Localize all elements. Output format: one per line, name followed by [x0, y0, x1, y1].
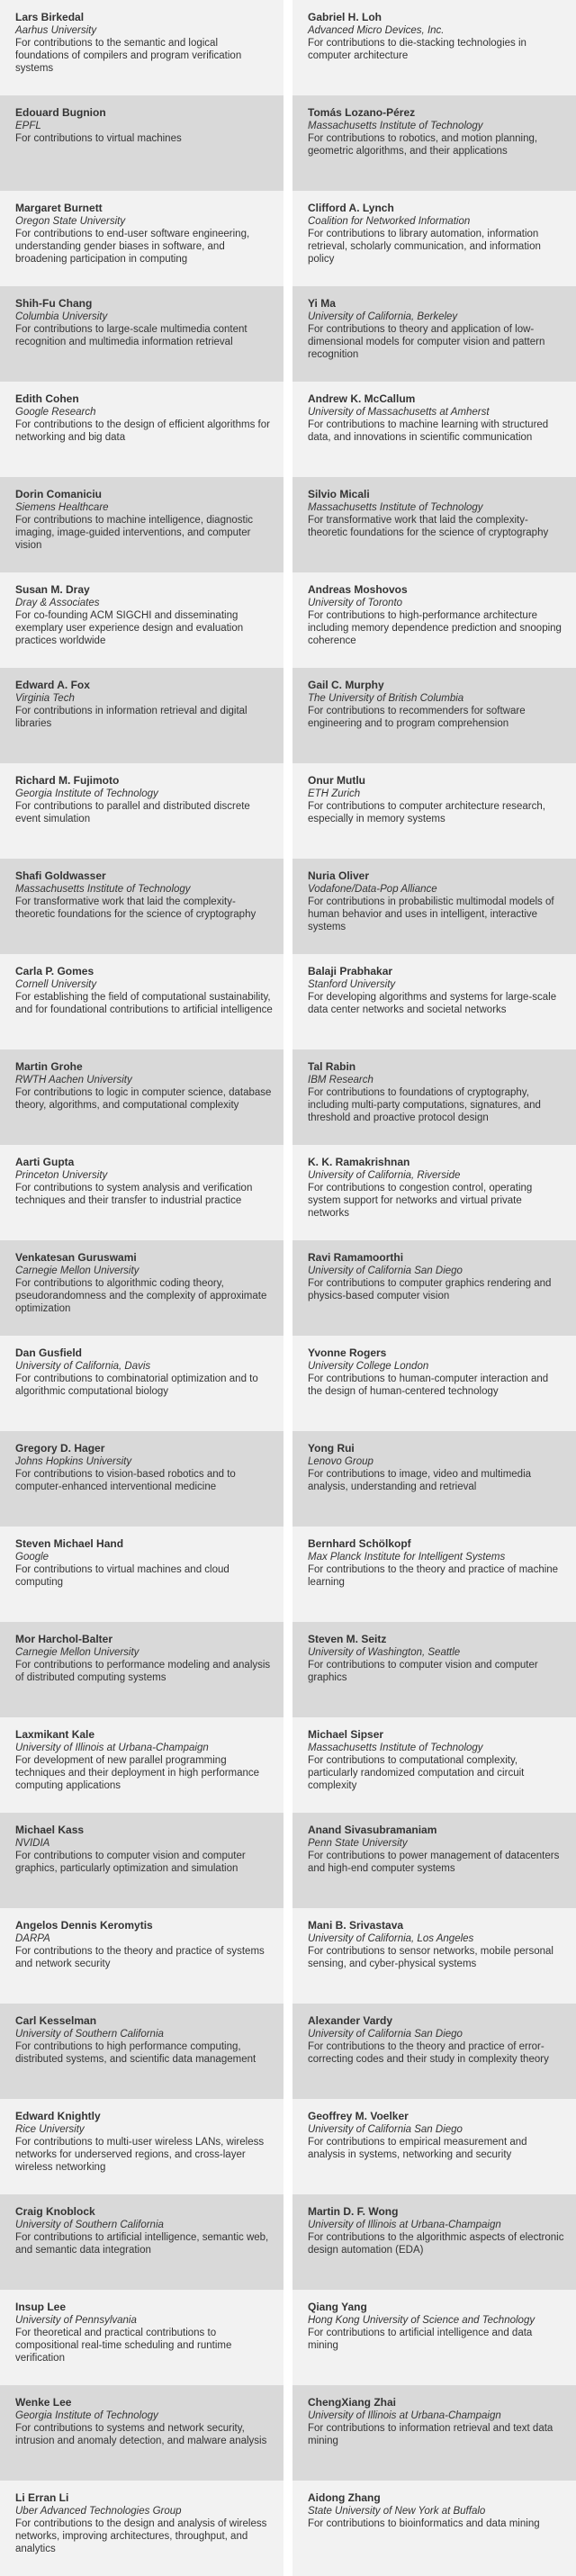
- fellow-name: Steven Michael Hand: [15, 1537, 124, 1550]
- fellow-affiliation: Georgia Institute of Technology: [15, 2410, 158, 2421]
- fellow-name: Lars Birkedal: [15, 11, 85, 23]
- fellow-citation: For contributions to virtual machines and cloud computing: [15, 1564, 230, 1588]
- fellow-name: Edouard Bugnion: [15, 106, 106, 119]
- fellows-row: [0, 1145, 576, 1240]
- fellow-name: Ravi Ramamoorthi: [308, 1251, 404, 1264]
- fellow-name: Gail C. Murphy: [308, 679, 384, 691]
- fellow-name: Margaret Burnett: [15, 202, 103, 214]
- fellow-card: [292, 763, 576, 859]
- fellow-card: [0, 0, 284, 95]
- fellow-card: [292, 95, 576, 191]
- fellow-name: Michael Kass: [15, 1824, 85, 1836]
- fellow-name: Andrew K. McCallum: [308, 392, 416, 405]
- fellow-card: [292, 2385, 576, 2481]
- fellow-affiliation: NVIDIA: [15, 1838, 50, 1849]
- fellow-affiliation: University of Massachusetts at Amherst: [308, 407, 490, 418]
- fellow-citation: For contributions to artificial intelligence and data mining: [308, 2328, 533, 2351]
- fellow-citation: For contributions to foundations of cryptography, including multi-party computations, signatures, and threshold and proactive protocol design: [308, 1087, 541, 1123]
- fellow-name: Steven M. Seitz: [308, 1633, 387, 1645]
- fellows-row: [0, 668, 576, 763]
- fellow-card: [0, 2004, 284, 2099]
- fellow-card: [0, 1527, 284, 1622]
- fellow-affiliation: State University of New York at Buffalo: [308, 2506, 486, 2517]
- fellow-affiliation: University of California, Davis: [15, 1361, 151, 1372]
- fellow-citation: For contributions in probabilistic multimodal models of human behavior and uses in intelligent, interactive systems: [308, 896, 554, 932]
- fellow-affiliation: Massachusetts Institute of Technology: [308, 1743, 483, 1753]
- fellow-name: Tal Rabin: [308, 1060, 356, 1073]
- fellow-name: Clifford A. Lynch: [308, 202, 394, 214]
- fellow-name: Edward A. Fox: [15, 679, 90, 691]
- fellow-card: [292, 2481, 576, 2576]
- fellows-row: [0, 477, 576, 572]
- fellow-citation: For contributions to machine learning with structured data, and innovations in scientific communication: [308, 419, 549, 443]
- fellow-citation: For contributions to large-scale multimedia content recognition and multimedia information retrieval: [15, 324, 248, 347]
- fellow-affiliation: Princeton University: [15, 1170, 108, 1181]
- fellow-name: Andreas Moshovos: [308, 583, 408, 596]
- fellows-row: [0, 0, 576, 95]
- fellow-citation: For contributions to the theory and practice of error-correcting codes and their study in complexity theory: [308, 2041, 549, 2065]
- fellow-card: [0, 859, 284, 954]
- fellow-citation: For contributions to power management of datacenters and high-end computer systems: [308, 1851, 560, 1874]
- fellow-affiliation: Siemens Healthcare: [15, 502, 109, 513]
- fellow-name: Shafi Goldwasser: [15, 869, 106, 882]
- fellow-card: [0, 95, 284, 191]
- fellows-row: [0, 954, 576, 1049]
- fellow-name: Qiang Yang: [308, 2301, 367, 2313]
- fellow-citation: For contributions to vision-based robotics and to computer-enhanced interventional medicine: [15, 1469, 236, 1492]
- fellow-affiliation: Georgia Institute of Technology: [15, 788, 158, 799]
- fellows-row: [0, 95, 576, 191]
- fellow-citation: For contributions to computational complexity, particularly randomized computation and circuit complexity: [308, 1755, 525, 1791]
- fellow-name: Susan M. Dray: [15, 583, 90, 596]
- fellow-affiliation: Dray & Associates: [15, 598, 100, 608]
- fellow-citation: For contributions to artificial intelligence, semantic web, and semantic data integration: [15, 2232, 269, 2256]
- fellow-citation: For contributions to empirical measurement and analysis in systems, networking and security: [308, 2137, 527, 2160]
- fellow-card: [292, 1240, 576, 1336]
- fellow-name: Martin D. F. Wong: [308, 2205, 399, 2218]
- fellows-row: [0, 763, 576, 859]
- fellow-affiliation: Vodafone/Data-Pop Alliance: [308, 884, 437, 895]
- fellow-name: Bernhard Schölkopf: [308, 1537, 411, 1550]
- fellow-card: [0, 1336, 284, 1431]
- fellow-card: [292, 191, 576, 286]
- fellow-affiliation: University of Toronto: [308, 598, 403, 608]
- fellows-row: [0, 1813, 576, 1908]
- fellow-card: [292, 1336, 576, 1431]
- fellow-affiliation: University of Illinois at Urbana-Champaign: [308, 2220, 501, 2230]
- fellow-affiliation: University College London: [308, 1361, 429, 1372]
- fellow-card: [0, 1622, 284, 1717]
- fellow-affiliation: Cornell University: [15, 979, 97, 990]
- fellow-affiliation: Stanford University: [308, 979, 396, 990]
- fellow-citation: For contributions to systems and network security, intrusion and anomaly detection, and malware analysis: [15, 2423, 267, 2446]
- fellow-citation: For establishing the field of computational sustainability, and for foundational contributions to artificial intelligence: [15, 992, 273, 1015]
- fellow-card: [0, 572, 284, 668]
- fellow-name: Yong Rui: [308, 1442, 355, 1455]
- fellow-name: Yvonne Rogers: [308, 1347, 387, 1359]
- fellow-card: [0, 1049, 284, 1145]
- fellow-name: Yi Ma: [308, 297, 336, 310]
- fellow-card: [292, 2004, 576, 2099]
- fellow-citation: For contributions to the theory and practice of systems and network security: [15, 1946, 265, 1969]
- fellow-card: [0, 2099, 284, 2194]
- fellow-citation: For contributions to library automation, information retrieval, scholarly communication, and information policy: [308, 229, 541, 265]
- fellow-citation: For contributions to algorithmic coding theory, pseudorandomness and the complexity of approximate optimization: [15, 1278, 267, 1314]
- fellow-card: [292, 954, 576, 1049]
- fellow-name: Laxmikant Kale: [15, 1728, 95, 1741]
- fellow-citation: For contributions to image, video and multimedia analysis, understanding and retrieval: [308, 1469, 532, 1492]
- fellows-row: [0, 1336, 576, 1431]
- fellow-affiliation: Massachusetts Institute of Technology: [308, 502, 483, 513]
- fellow-card: [292, 2290, 576, 2385]
- fellow-affiliation: EPFL: [15, 121, 41, 131]
- fellow-name: ChengXiang Zhai: [308, 2396, 397, 2409]
- fellows-row: [0, 2290, 576, 2385]
- fellow-card: [292, 286, 576, 382]
- fellows-row: [0, 382, 576, 477]
- fellows-row: [0, 1717, 576, 1813]
- fellows-row: [0, 1049, 576, 1145]
- fellow-affiliation: University of Pennsylvania: [15, 2315, 137, 2326]
- fellow-card: [292, 2099, 576, 2194]
- fellow-citation: For co-founding ACM SIGCHI and disseminating exemplary user experience design and evaluation practices worldwide: [15, 610, 244, 646]
- fellow-citation: For contributions to sensor networks, mobile personal sensing, and cyber-physical systems: [308, 1946, 554, 1969]
- fellow-card: [0, 1431, 284, 1527]
- fellow-affiliation: Massachusetts Institute of Technology: [15, 884, 191, 895]
- fellow-citation: For contributions to the design of efficient algorithms for networking and big data: [15, 419, 270, 443]
- fellow-card: [0, 286, 284, 382]
- fellows-row: [0, 2481, 576, 2576]
- fellow-citation: For contributions to virtual machines: [15, 133, 182, 144]
- fellow-citation: For contributions to machine intelligence, diagnostic imaging, image-guided interventions, and computer vision: [15, 515, 254, 551]
- fellows-row: [0, 191, 576, 286]
- fellow-affiliation: Carnegie Mellon University: [15, 1265, 140, 1276]
- fellow-name: Insup Lee: [15, 2301, 67, 2313]
- fellow-affiliation: Google: [15, 1552, 50, 1563]
- fellow-citation: For contributions to end-user software engineering, understanding gender biases in software, and broadening participation in computing: [15, 229, 250, 265]
- fellow-name: Gregory D. Hager: [15, 1442, 105, 1455]
- fellow-citation: For transformative work that laid the complexity-theoretic foundations for the science of cryptography: [308, 515, 549, 538]
- fellow-affiliation: Columbia University: [15, 311, 108, 322]
- fellow-affiliation: University of Southern California: [15, 2029, 164, 2040]
- fellow-affiliation: Max Planck Institute for Intelligent Systems: [308, 1552, 506, 1563]
- fellow-affiliation: University of California, Los Angeles: [308, 1933, 474, 1944]
- fellow-affiliation: Oregon State University: [15, 216, 126, 227]
- fellow-card: [0, 1240, 284, 1336]
- fellow-name: Venkatesan Guruswami: [15, 1251, 137, 1264]
- fellow-name: Shih-Fu Chang: [15, 297, 93, 310]
- fellow-card: [292, 477, 576, 572]
- fellow-affiliation: Virginia Tech: [15, 693, 75, 704]
- fellow-citation: For theoretical and practical contributions to compositional real-time scheduling and runtime verification: [15, 2328, 232, 2364]
- fellow-card: [292, 0, 576, 95]
- fellow-card: [292, 668, 576, 763]
- fellow-card: [292, 1908, 576, 2004]
- fellow-name: Onur Mutlu: [308, 774, 365, 787]
- fellows-row: [0, 1622, 576, 1717]
- fellow-card: [0, 382, 284, 477]
- fellow-name: Geoffrey M. Voelker: [308, 2110, 409, 2122]
- fellow-citation: For contributions to combinatorial optimization and to algorithmic computational biology: [15, 1374, 258, 1397]
- fellow-card: [0, 1717, 284, 1813]
- fellow-affiliation: University of Illinois at Urbana-Champaign: [15, 1743, 209, 1753]
- fellow-citation: For contributions to the algorithmic aspects of electronic design automation (EDA): [308, 2232, 564, 2256]
- fellow-name: Gabriel H. Loh: [308, 11, 382, 23]
- fellow-name: Dan Gusfield: [15, 1347, 83, 1359]
- fellow-card: [292, 1622, 576, 1717]
- fellow-card: [292, 859, 576, 954]
- fellow-citation: For contributions to performance modeling and analysis of distributed computing systems: [15, 1660, 271, 1683]
- fellow-card: [292, 572, 576, 668]
- fellow-affiliation: DARPA: [15, 1933, 50, 1944]
- fellow-citation: For contributions to computer vision and computer graphics: [308, 1660, 538, 1683]
- fellow-affiliation: University of Illinois at Urbana-Champaign: [308, 2410, 501, 2421]
- fellow-citation: For contributions to computer vision and computer graphics, particularly optimization and simulation: [15, 1851, 246, 1874]
- fellow-card: [0, 2194, 284, 2290]
- fellow-name: Angelos Dennis Keromytis: [15, 1919, 153, 1932]
- fellow-citation: For contributions to system analysis and verification techniques and their transfer to industrial practice: [15, 1183, 253, 1206]
- fellow-affiliation: Rice University: [15, 2124, 85, 2135]
- fellow-citation: For development of new parallel programming techniques and their deployment in high performance computing applications: [15, 1755, 260, 1791]
- fellow-citation: For contributions to the theory and practice of machine learning: [308, 1564, 559, 1588]
- fellow-citation: For contributions to the design and analysis of wireless networks, improving architectures, throughput, and analytics: [15, 2518, 267, 2554]
- fellow-name: Edward Knightly: [15, 2110, 101, 2122]
- fellow-affiliation: University of Southern California: [15, 2220, 164, 2230]
- fellow-citation: For contributions to human-computer interaction and the design of human-centered technology: [308, 1374, 549, 1397]
- fellow-card: [0, 1813, 284, 1908]
- fellow-card: [292, 1145, 576, 1240]
- fellow-card: [292, 1049, 576, 1145]
- fellow-affiliation: Aarhus University: [15, 25, 97, 36]
- fellow-affiliation: Carnegie Mellon University: [15, 1647, 140, 1658]
- fellow-affiliation: Advanced Micro Devices, Inc.: [308, 25, 445, 36]
- fellow-card: [0, 954, 284, 1049]
- fellow-name: K. K. Ramakrishnan: [308, 1156, 410, 1168]
- fellow-name: Mani B. Srivastava: [308, 1919, 404, 1932]
- fellow-citation: For contributions to multi-user wireless LANs, wireless networks for underserved regions, and cross-layer wireless networking: [15, 2137, 265, 2173]
- fellows-row: [0, 2004, 576, 2099]
- fellow-card: [292, 1813, 576, 1908]
- fellow-card: [292, 2194, 576, 2290]
- fellow-affiliation: University of California San Diego: [308, 1265, 463, 1276]
- fellow-affiliation: Google Research: [15, 407, 96, 418]
- fellow-citation: For contributions to recommenders for software engineering and to program comprehension: [308, 706, 526, 729]
- fellow-name: Martin Grohe: [15, 1060, 83, 1073]
- fellow-card: [292, 1431, 576, 1527]
- fellow-citation: For contributions to bioinformatics and data mining: [308, 2518, 540, 2529]
- fellow-card: [0, 1908, 284, 2004]
- fellow-name: Tomás Lozano-Pérez: [308, 106, 416, 119]
- fellow-affiliation: Massachusetts Institute of Technology: [308, 121, 483, 131]
- fellow-affiliation: The University of British Columbia: [308, 693, 464, 704]
- fellow-name: Aidong Zhang: [308, 2491, 381, 2504]
- fellow-card: [292, 1527, 576, 1622]
- fellow-citation: For contributions to computer architecture research, especially in memory systems: [308, 801, 545, 824]
- fellow-name: Anand Sivasubramaniam: [308, 1824, 437, 1836]
- fellow-citation: For contributions to high performance computing, distributed systems, and scientific data management: [15, 2041, 256, 2065]
- fellow-citation: For contributions to information retrieval and text data mining: [308, 2423, 554, 2446]
- fellow-card: [0, 2481, 284, 2576]
- fellow-card: [0, 191, 284, 286]
- fellow-affiliation: RWTH Aachen University: [15, 1075, 132, 1085]
- fellow-citation: For contributions to high-performance architecture including memory dependence prediction and snooping coherence: [308, 610, 562, 646]
- fellow-citation: For contributions to theory and application of low-dimensional models for computer vision and pattern recognition: [308, 324, 545, 360]
- fellow-citation: For contributions to robotics, and motion planning, geometric algorithms, and their applications: [308, 133, 538, 157]
- fellow-name: Craig Knoblock: [15, 2205, 95, 2218]
- fellows-row: [0, 859, 576, 954]
- fellow-name: Carla P. Gomes: [15, 965, 94, 977]
- fellow-name: Dorin Comaniciu: [15, 488, 103, 500]
- fellows-row: [0, 1431, 576, 1527]
- fellow-card: [0, 1145, 284, 1240]
- fellows-row: [0, 2099, 576, 2194]
- fellow-name: Michael Sipser: [308, 1728, 384, 1741]
- fellow-affiliation: Hong Kong University of Science and Technology: [308, 2315, 536, 2326]
- fellow-name: Mor Harchol-Balter: [15, 1633, 113, 1645]
- fellows-row: [0, 286, 576, 382]
- fellow-name: Wenke Lee: [15, 2396, 72, 2409]
- fellow-affiliation: University of California, Riverside: [308, 1170, 461, 1181]
- fellow-name: Nuria Oliver: [308, 869, 370, 882]
- fellow-card: [0, 668, 284, 763]
- fellow-name: Richard M. Fujimoto: [15, 774, 120, 787]
- fellows-row: [0, 1240, 576, 1336]
- fellow-affiliation: University of Washington, Seattle: [308, 1647, 461, 1658]
- fellow-name: Alexander Vardy: [308, 2014, 393, 2027]
- fellow-card: [0, 763, 284, 859]
- fellow-citation: For contributions to congestion control, operating system support for networks and virtual private networks: [308, 1183, 533, 1219]
- fellow-card: [0, 2290, 284, 2385]
- fellow-citation: For contributions to the semantic and logical foundations of compilers and program verification systems: [15, 38, 242, 74]
- fellow-affiliation: Coalition for Networked Information: [308, 216, 471, 227]
- fellow-name: Aarti Gupta: [15, 1156, 75, 1168]
- fellows-row: [0, 1908, 576, 2004]
- fellow-affiliation: Uber Advanced Technologies Group: [15, 2506, 182, 2517]
- fellow-citation: For contributions to die-stacking technologies in computer architecture: [308, 38, 526, 61]
- fellow-citation: For transformative work that laid the complexity-theoretic foundations for the science of cryptography: [15, 896, 256, 920]
- fellow-card: [292, 1717, 576, 1813]
- fellows-row: [0, 2194, 576, 2290]
- fellow-name: Silvio Micali: [308, 488, 370, 500]
- fellow-citation: For contributions in information retrieval and digital libraries: [15, 706, 248, 729]
- fellow-card: [0, 477, 284, 572]
- fellow-card: [292, 382, 576, 477]
- fellow-name: Carl Kesselman: [15, 2014, 97, 2027]
- fellow-citation: For contributions to computer graphics rendering and physics-based computer vision: [308, 1278, 552, 1302]
- fellow-affiliation: University of California San Diego: [308, 2029, 463, 2040]
- fellow-affiliation: Lenovo Group: [308, 1456, 374, 1467]
- fellows-row: [0, 2385, 576, 2481]
- fellow-affiliation: University of California, Berkeley: [308, 311, 458, 322]
- fellow-citation: For contributions to logic in computer science, database theory, algorithms, and computational complexity: [15, 1087, 272, 1111]
- fellow-name: Li Erran Li: [15, 2491, 69, 2504]
- fellow-citation: For developing algorithms and systems for large-scale data center networks and societal networks: [308, 992, 557, 1015]
- fellows-row: [0, 572, 576, 668]
- fellow-card: [0, 2385, 284, 2481]
- fellow-affiliation: ETH Zurich: [308, 788, 361, 799]
- fellow-citation: For contributions to parallel and distributed discrete event simulation: [15, 801, 250, 824]
- fellow-affiliation: Penn State University: [308, 1838, 408, 1849]
- fellow-name: Edith Cohen: [15, 392, 79, 405]
- fellow-affiliation: Johns Hopkins University: [15, 1456, 132, 1467]
- fellows-row: [0, 1527, 576, 1622]
- fellow-name: Balaji Prabhakar: [308, 965, 393, 977]
- fellow-affiliation: University of California San Diego: [308, 2124, 463, 2135]
- fellow-affiliation: IBM Research: [308, 1075, 374, 1085]
